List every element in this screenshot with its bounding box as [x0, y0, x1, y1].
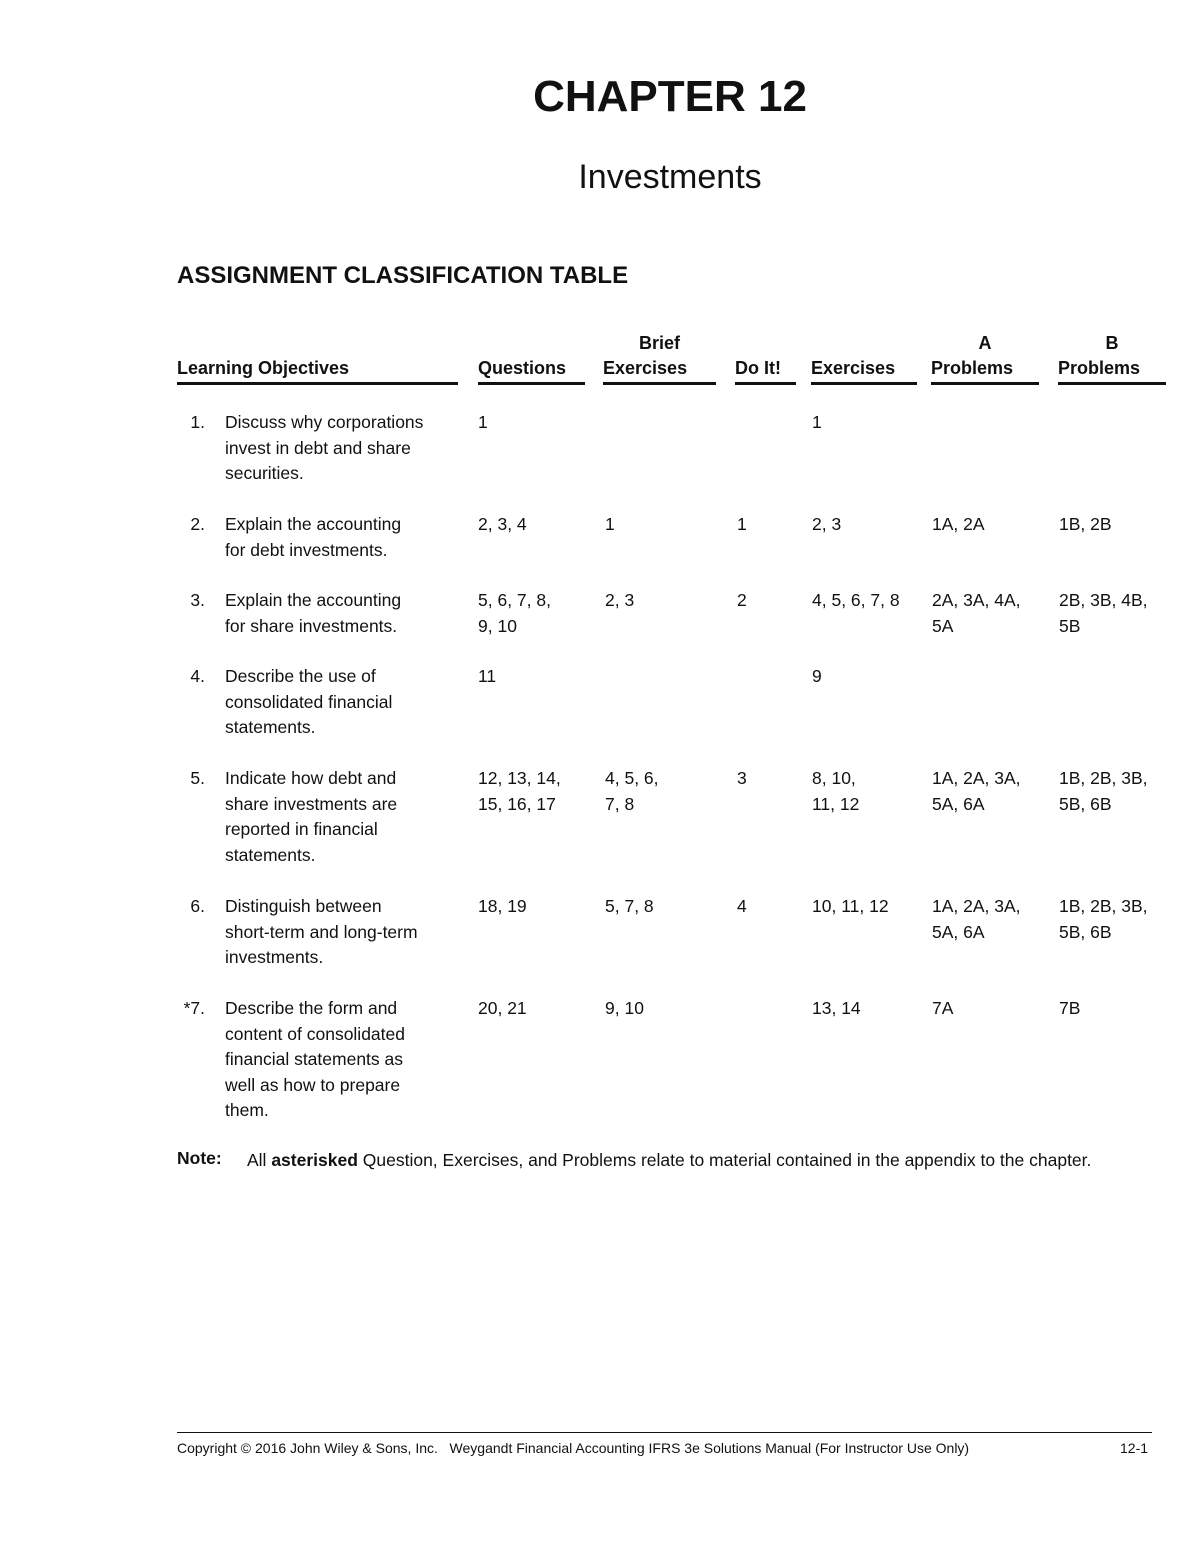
header-label: Do It! — [735, 358, 781, 378]
b-problems-cell: 7B — [1059, 998, 1081, 1018]
questions-cell: 5, 6, 7, 8, 9, 10 — [478, 590, 551, 636]
do-it-cell: 2 — [737, 590, 747, 610]
brief-exercises-cell: 5, 7, 8 — [605, 896, 654, 916]
header-label: A — [978, 333, 992, 353]
exercises-cell: 4, 5, 6, 7, 8 — [812, 590, 900, 610]
row-number: 5. — [190, 768, 205, 788]
header-label: Problems — [931, 358, 1014, 378]
row-number: 3. — [190, 590, 205, 610]
a-problems-cell: 2A, 3A, 4A, 5A — [932, 590, 1021, 636]
brief-exercises-cell: 9, 10 — [605, 998, 644, 1018]
b-problems-cell: 1B, 2B, 3B, 5B, 6B — [1059, 896, 1148, 942]
questions-cell: 18, 19 — [478, 896, 527, 916]
header-label: Brief — [638, 333, 680, 353]
objective-text: Discuss why corporations invest in debt and share securities. — [225, 412, 424, 483]
questions-cell: 11 — [478, 666, 497, 686]
exercises-cell: 1 — [812, 412, 822, 432]
brief-exercises-cell: 2, 3 — [605, 590, 635, 610]
exercises-cell: 13, 14 — [812, 998, 861, 1018]
exercises-cell: 9 — [812, 666, 822, 686]
b-problems-cell: 1B, 2B, 3B, 5B, 6B — [1059, 768, 1148, 814]
row-number: *7. — [183, 998, 205, 1018]
header-label: Questions — [478, 358, 567, 378]
header-do-it — [735, 356, 796, 385]
header-b-problems — [1058, 331, 1166, 385]
objective-text: Distinguish between short-term and long-term investments. — [225, 896, 418, 967]
a-problems-cell: 1A, 2A, 3A, 5A, 6A — [932, 768, 1021, 814]
note-emphasis: asterisked — [271, 1150, 358, 1170]
exercises-cell: 10, 11, 12 — [812, 896, 889, 916]
objective-text: Describe the use of consolidated financial statements. — [225, 666, 393, 737]
questions-cell: 20, 21 — [478, 998, 527, 1018]
objective-text: Explain the accounting for share investments. — [225, 590, 402, 636]
note-text — [247, 1148, 1162, 1174]
footer-copyright: Copyright © 2016 John Wiley & Sons, Inc. Weygandt Financial Accounting IFRS 3e Solutions Manual (For Instructor Use Only) — [177, 1440, 970, 1456]
questions-cell: 1 — [478, 412, 488, 432]
row-number: 4. — [190, 666, 205, 686]
chapter-title: CHAPTER 12 — [533, 72, 807, 121]
header-questions — [478, 356, 585, 385]
row-number: 1. — [190, 412, 205, 432]
header-a-problems — [931, 331, 1039, 385]
do-it-cell: 4 — [737, 896, 747, 916]
a-problems-cell: 7A — [932, 998, 954, 1018]
table-title: ASSIGNMENT CLASSIFICATION TABLE — [177, 262, 629, 289]
brief-exercises-cell: 4, 5, 6, 7, 8 — [605, 768, 659, 814]
b-problems-cell: 2B, 3B, 4B, 5B — [1059, 590, 1148, 636]
row-number: 2. — [190, 514, 205, 534]
header-label: Exercises — [811, 358, 896, 378]
exercises-cell: 2, 3 — [812, 514, 842, 534]
header-label: B — [1105, 333, 1119, 353]
b-problems-cell: 1B, 2B — [1059, 514, 1112, 534]
note-text-part: Question, Exercises, and Problems relate to material contained in the appendix to the chapter. — [357, 1150, 1092, 1170]
questions-cell: 12, 13, 14, 15, 16, 17 — [478, 768, 561, 814]
footer-divider — [177, 1432, 1152, 1433]
objective-text: Explain the accounting for debt investments. — [225, 514, 402, 560]
header-label: Exercises — [603, 358, 688, 378]
note-text-part: All — [247, 1150, 272, 1170]
header-label: Learning Objectives — [177, 358, 350, 378]
objective-text: Describe the form and content of consolidated financial statements as well as how to prepare them. — [225, 998, 405, 1120]
do-it-cell: 3 — [737, 768, 747, 788]
a-problems-cell: 1A, 2A, 3A, 5A, 6A — [932, 896, 1021, 942]
header-brief-exercises — [603, 331, 716, 385]
header-learning-objectives — [177, 356, 458, 385]
a-problems-cell: 1A, 2A — [932, 514, 985, 534]
note-label: Note: — [177, 1148, 222, 1168]
objective-text: Indicate how debt and share investments are reported in financial statements. — [225, 768, 398, 865]
header-label: Problems — [1058, 358, 1141, 378]
brief-exercises-cell: 1 — [605, 514, 615, 534]
chapter-subtitle: Investments — [578, 158, 762, 196]
questions-cell: 2, 3, 4 — [478, 514, 527, 534]
do-it-cell: 1 — [737, 514, 747, 534]
page-number: 12-1 — [1120, 1440, 1149, 1456]
exercises-cell: 8, 10, 11, 12 — [812, 768, 860, 814]
header-exercises — [811, 356, 917, 385]
row-number: 6. — [190, 896, 205, 916]
